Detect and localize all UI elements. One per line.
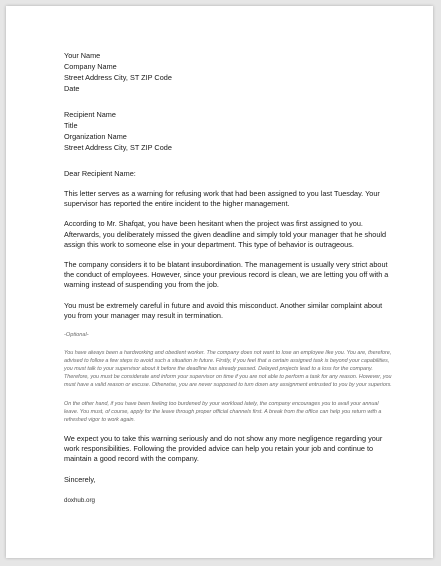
body-paragraph: This letter serves as a warning for refusing work that had been assigned to you last Tuesday. Your supervisor has reported the entire incident to the higher management. — [64, 189, 380, 209]
body-paragraph: According to Mr. Shafqat, you have been hesitant when the project was first assigned to you. Afterwards, you deliberately missed the given deadline and simply told your manager that he should assign this work to someone else in your department. This type of behavior is outrageous. — [64, 219, 387, 249]
optional-section-label: -Optional- — [64, 332, 89, 339]
optional-paragraph: You have always been a hardworking and obedient worker. The company does not want to lose an employee like you. You are, therefore, advised to follow a few steps to avoid such a situation in future. Firstly, if you feel that a certain assigned task is beyond your capabilities, you must talk to your supervisor about it before the deadline has already passed. Delayed projects lead to a loss for the company. Therefore, you must be considerate and inform your supervisor on time if you are not able to perform a task for any reason. However, you must have a valid reason or excuse. Otherwise, you are never supposed to turn down any assignment entrusted to you by your superiors. — [64, 350, 392, 389]
sender-name: Your Name — [64, 51, 101, 60]
recipient-title: Title — [64, 121, 78, 130]
body-paragraph: The company considers it to be blatant insubordination. The management is usually very strict about the conduct of employees. However, since your previous record is clean, we are letting you off with a warning instead of suspending you from the job. — [64, 260, 389, 290]
recipient-name: Recipient Name — [64, 110, 116, 119]
recipient-address: Street Address City, ST ZIP Code — [64, 143, 172, 152]
sender-block — [64, 50, 393, 94]
body-paragraph: You must be extremely careful in future and avoid this misconduct. Another similar complaint about you from your manager may result in termination. — [64, 300, 383, 320]
salutation: Dear Recipient Name: — [64, 169, 136, 178]
sender-address: Street Address City, ST ZIP Code — [64, 73, 172, 82]
sender-company: Company Name — [64, 62, 117, 71]
closing-paragraph: We expect you to take this warning seriously and do not show any more negligence regarding your work responsibilities. Following the provided advice can help you retain your job and continue to maintain a good record with the company. — [64, 433, 383, 464]
sign-off: Sincerely, — [64, 475, 96, 485]
optional-paragraph: On the other hand, if you have been feeling too burdened by your workload lately, the company encourages you to avail your annual leave. You must, of course, apply for the leave through proper official channels first. A break from the office can help you return with a refreshed vigor to work again. — [64, 400, 382, 423]
footer-watermark: doxhub.org — [64, 497, 95, 505]
recipient-organization: Organization Name — [64, 132, 127, 141]
recipient-block — [64, 109, 393, 153]
letter-date: Date — [64, 84, 80, 93]
letter-page — [6, 6, 433, 558]
